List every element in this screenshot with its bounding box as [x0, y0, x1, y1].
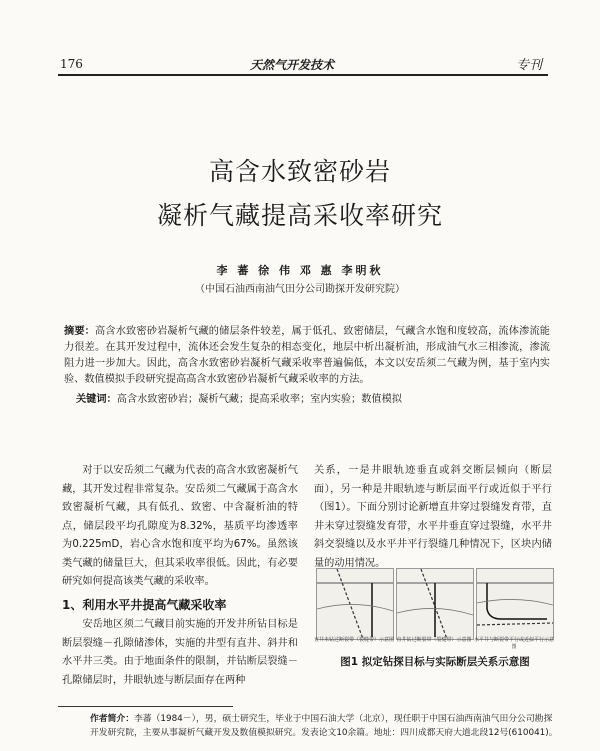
figure-panel-caption-2: 直井钻过断裂带（裂缝带）示意图: [396, 637, 472, 643]
section-heading: 1、利用水平井提高气藏采收率: [62, 598, 227, 612]
figure-panel-vertical-hit-drawing: [397, 569, 473, 639]
figure-panel-vertical-miss-drawing: [317, 569, 393, 639]
figure-panel-horizontal: [476, 568, 554, 640]
page-number: 176: [60, 57, 83, 71]
keywords-text: 高含水致密砂岩；凝析气藏；提高采收率；室内实验；数值模拟: [116, 394, 402, 405]
abstract-text: 高含水致密砂岩凝析气藏的储层条件较差，属于低孔、致密储层，气藏含水饱和度较高，流体渗流能力很差。在其开发过程中，流体还会发生复杂的相态变化，地层中析出凝析油，形成油气水三相渗流，渗流阻力进一步加大。因此，高含水致密砂岩凝析气藏采收率普遍偏低，本文以安岳须二气藏为例，基于室内实验、数值模拟手段研究提高高含水致密砂岩凝析气藏采收率的方法。: [64, 326, 550, 385]
keywords: [76, 390, 552, 405]
figure-panel-vertical-hit: [396, 568, 474, 640]
affiliation: （中国石油西南油气田分公司勘探开发研究院）: [195, 284, 405, 295]
journal-name: 天然气开发技术: [250, 58, 335, 72]
intro-column: [62, 462, 298, 592]
figure-panel-vertical-miss: [316, 568, 394, 640]
column-label: 专刊: [515, 58, 542, 73]
keywords-label: 关键词：: [76, 394, 117, 405]
header-rule: [58, 74, 548, 76]
figure-1: [314, 568, 555, 650]
abstract-label: 摘要：: [64, 326, 96, 337]
right-column: [314, 462, 552, 573]
figure-caption: 图1 拟定钻探目标与实际断层关系示意图: [340, 656, 530, 668]
footnote-text: 李蕃（1984－），男，硕士研究生，毕业于中国石油大学（北京），现任职于中国石油西南油气田分公司勘探开发研究院，主要从事凝析气藏开发及数值模拟研究。发表论文10余篇。地址：四川成都天府大道北段12号(610041)。: [90, 714, 558, 738]
footnote-label: 作者简介：: [90, 714, 134, 724]
abstract: [64, 324, 550, 388]
right-paragraph: 关系，一是井眼轨迹垂直或斜交断层倾向（断层面），另一种是井眼轨迹与断层面平行或近似于平行（图1）。下面分别讨论新增直井穿过裂缝发育带，直井未穿过裂缝发育带，水平井垂直穿过裂缝，水平井斜交裂缝以及水平井平行裂缝几种情况下，区块内储量的动用情况。: [314, 465, 552, 569]
figure-panel-caption-1: 直井未钻过断裂带（裂缝带）示意图: [314, 637, 395, 643]
intro-paragraph: 对于以安岳须二气藏为代表的高含水致密凝析气藏，其开发过程非常复杂。安岳须二气藏属于高含水致密凝析气藏，具有低孔、致密、中含凝析油的特点，储层段平均孔隙度为8.32%，基质平均渗透率为0.225mD，岩心含水饱和度平均为67%。虽然该类气藏的储量巨大，但其采收率很低。因此，有必要研究如何提高该类气藏的采收率。: [62, 465, 298, 587]
authors: 李 蕃 徐 伟 邓 惠 李明秋: [216, 264, 384, 277]
section1-column: [62, 616, 298, 690]
section1-paragraph: 安岳地区须二气藏目前实施的开发井所钻目标是断层裂缝－孔隙储渗体，实施的井型有直井、斜井和水平井三类。由于地面条件的限制，并钻断层裂缝－孔隙储层时，井眼轨迹与断层面存在两种: [62, 619, 298, 686]
title-line-1: 高含水致密砂岩: [208, 157, 391, 186]
footnote-rule: [58, 706, 233, 707]
figure-panel-horizontal-drawing: [477, 569, 553, 639]
footnote: [90, 712, 560, 740]
title-line-2: 凝析气藏提高采收率研究: [156, 201, 443, 230]
figure-panel-caption-3: 水平井与断裂带平行或近似平行示意图: [474, 637, 555, 650]
